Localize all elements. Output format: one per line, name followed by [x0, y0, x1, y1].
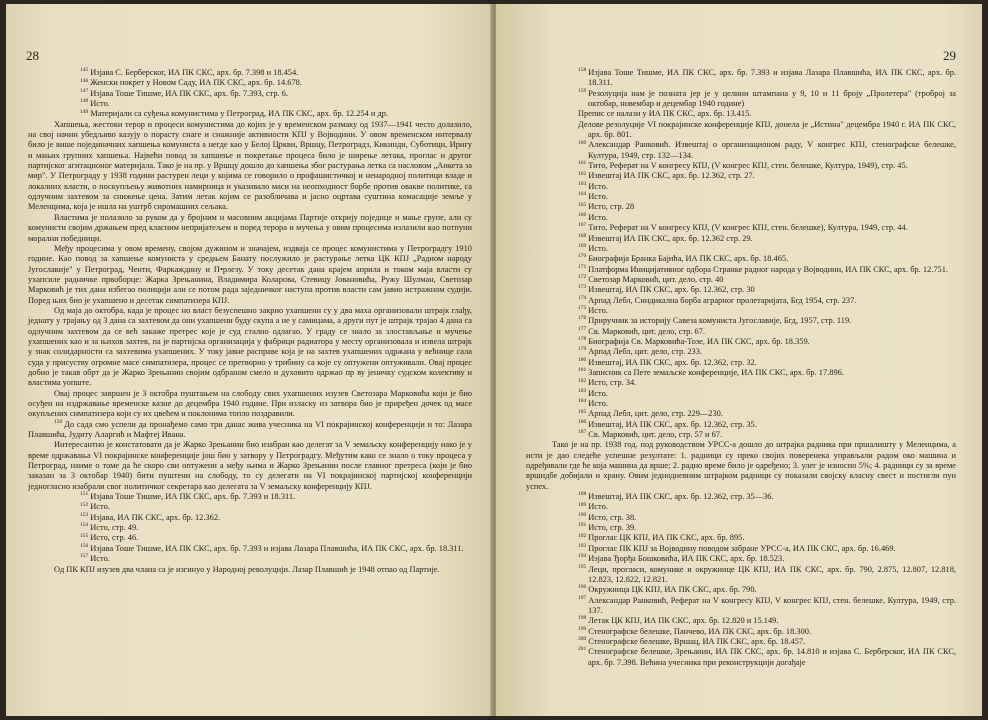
text: Исто.	[90, 502, 110, 512]
footnote	[28, 513, 472, 523]
footnote	[526, 347, 956, 357]
footnote-number: 185	[578, 408, 587, 415]
footnote-number: 156	[80, 543, 89, 550]
footnote	[28, 523, 472, 533]
footnote	[526, 316, 956, 326]
text: Извештај, ИА ПК СКС, арх. бр. 12.362, стр. 32.	[588, 357, 757, 367]
footnote	[526, 213, 956, 223]
footnote-number: 187	[578, 429, 587, 436]
footnote-number: 201	[578, 646, 587, 653]
text: Окружница ЦК КПЈ, ИА ПК СКС, арх. бр. 790.	[588, 585, 757, 595]
footnote	[526, 399, 956, 409]
footnote-number: 163	[578, 180, 587, 187]
text: Препис се налази у ИА ПК СКС, арх. бр. 13.415.	[578, 109, 752, 119]
footnote-number: 155	[80, 532, 89, 539]
text: Интересантно је констатовати да је Жарко Зрењанин био изабран као делегат за V земаљску конференцију иако је у време одржавања VI покрајинске конференције још био у затвору у Петроградгу. Међутим како се знало о току процеса у Петроград, наиме о томе да ће скоро сви оптужени а међу њима и Жарко Зрењанин после главног претреса (који је био заказан за 3 октобар 1940) бити пуштени на слободу, то су делегати на VI покрајинској партијској конференцији једногласно изабрали свог политичког секретара као делегата за V земаљску конференцију КПЈ.	[28, 440, 472, 491]
footnote-number: 154	[80, 522, 89, 529]
page-number: 28	[26, 48, 39, 63]
footnote-number: 200	[578, 636, 587, 643]
text: Изјава Ђорђа Бошковића, ИА ПК СКС, арх. бр. 18.523.	[588, 554, 785, 564]
text: Стенографске белешке, Вршац, ИА ПК СКС, арх. бр. 18.457.	[588, 636, 806, 646]
footnote	[526, 275, 956, 285]
text: Стенографске белешке, Зрењанин, ИА ПК СКС, арх. бр. 14.810 и изјава С. Берберског, ИА ПК СКС, арх. бр. 7.398. Већина учесника при реконструкцији догађаје	[588, 647, 956, 667]
book-spread	[6, 4, 982, 716]
footnote	[526, 296, 956, 306]
text: Извештај, ИА ПК СКС, арх. бр. 12.362, стр. 35.	[588, 419, 757, 429]
paragraph	[28, 565, 472, 575]
footnote	[526, 565, 956, 586]
text: Исто.	[588, 243, 608, 253]
footnote-number: 165	[578, 201, 587, 208]
footnote-number: 184	[578, 398, 587, 405]
footnote	[28, 544, 472, 554]
footnote-number: 164	[578, 191, 587, 198]
footnote-number: 176	[578, 315, 587, 322]
footnote-number: 145	[80, 67, 89, 74]
text: Записник са Пете земаљске конференције, ИА ПК СКС, арх. бр. 17.896.	[588, 367, 844, 377]
footnote-number: 197	[578, 594, 587, 601]
text: Исто, стр. 46.	[90, 533, 139, 543]
text: Изјава Тоше Тишме, ИА ПК СКС, арх. бр. 7.393 и 18.311.	[90, 492, 296, 502]
footnote	[526, 234, 956, 244]
footnote	[526, 627, 956, 637]
footnote-number: 196	[578, 584, 587, 591]
footnote	[28, 554, 472, 564]
footnote-number: 161	[578, 160, 587, 167]
footnote-number: 179	[578, 346, 587, 353]
text: Материјали са суђења комунистима у Петроград, ИА ПК СКС, арх. бр. 12.254 и др.	[90, 109, 388, 119]
footnote-number: 168	[578, 232, 587, 239]
text: Арпад Лебл, Синдикална борба аграрног пролетаријата, Бгд 1954, стр. 237.	[588, 295, 857, 305]
text: Извештај ИА ПК СКС, арх. бр. 12.362 стр. 29.	[588, 233, 753, 243]
footnote-number: 149	[80, 108, 89, 115]
footnote	[526, 596, 956, 617]
paragraph	[28, 244, 472, 306]
footnote-number: 158	[578, 67, 587, 74]
text: Стенографске белешке, Панчево, ИА ПК СКС, арх. бр. 18.300.	[588, 626, 812, 636]
footnote-number: 169	[578, 243, 587, 250]
text: Исто.	[588, 502, 608, 512]
text: Приручник за историју Савеза комуниста Југославије, Бгд, 1957, стр. 119.	[588, 316, 852, 326]
footnote	[28, 99, 472, 109]
text: Исто, стр. 39.	[588, 523, 637, 533]
footnote	[526, 89, 956, 110]
footnote-number: 151	[80, 491, 89, 498]
footnote	[526, 68, 956, 89]
footnote-number: 157	[80, 553, 89, 560]
text: Арпад Лебл, цит. дело, стр. 233.	[588, 347, 703, 357]
text: Изјава Тоше Тишме, ИА ПК СКС, арх. бр. 7.393, стр. 6.	[90, 88, 289, 98]
footnote-number: 177	[578, 325, 587, 332]
paragraph	[526, 440, 956, 492]
footnote	[526, 265, 956, 275]
footnote	[526, 140, 956, 161]
footnote	[28, 89, 472, 99]
text: Проглас ЦК КПЈ, ИА ПК СКС, арх. бр. 895.	[588, 533, 745, 543]
left-page-text	[28, 68, 472, 710]
text: Александар Ранковић, Реферат на V конгресу КПЈ, V конгрес КПЈ, стен. белешке, Култура, 1949, стр. 137.	[588, 595, 956, 615]
footnote	[526, 327, 956, 337]
text: Извештај ИА ПК СКС, арх. бр. 12.362, стр. 27.	[588, 171, 755, 181]
footnote	[526, 202, 956, 212]
footnote	[526, 616, 956, 626]
footnote-number: 181	[578, 367, 587, 374]
right-page	[496, 4, 982, 716]
text: Овај процес завршен је 3 октобра пуштањем на слободу свих ухапшених изузев Светозара Марковића који је био осуђен на издржавање временске казне до децембра 1940 године. При изласку из затвора био је приређен дочек од масе окупљених симпатизера који су их цвећем и поклонима топло поздравили.	[28, 388, 472, 419]
footnote-number: 150	[54, 418, 63, 425]
footnote-number: 172	[578, 274, 587, 281]
footnote	[526, 285, 956, 295]
text: Исто.	[588, 181, 608, 191]
text: Властима је полазило за руком да у бројним и масовним акцијама Партије открију поједнце и мање групе, али су комунисти својим држањем пред класним непријатељем и поред терора и мучења у овим процесима излазили као потпуни морални победници.	[28, 212, 472, 243]
footnote-number: 199	[578, 625, 587, 632]
text: Леци, прогласи, комунике и окружнице ЦК КПЈ, ИА ПК СКС, арх. бр. 790, 2.875, 12.807, 12.818, 12.823, 12.822, 12.821.	[588, 564, 956, 584]
text: Арпад Лебл, цит. дело, стр. 229—230.	[588, 409, 723, 419]
footnote-number: 174	[578, 294, 587, 301]
text: Изјава С. Берберског, ИА ПК СКС, арх. бр. 7.398 и 18.454.	[90, 68, 299, 77]
footnote	[526, 585, 956, 595]
text: До сада смо успели да пронађемо само три данас жива учесника на VI покрајинској конференцији и то: Лазара Плавшића, Јудиту Аларгић и Мафтеј Ивана.	[28, 419, 472, 440]
text: Резолуција нам је позната јер је у целини штампана у 9, 10 и 11 броју „Пролетера" (тробрoј за октобар, новембар и децембар 1940 године)	[588, 88, 956, 109]
footnote	[526, 109, 956, 119]
text: Исто.	[90, 554, 110, 564]
footnote-number: 195	[578, 563, 587, 570]
footnote	[526, 637, 956, 647]
footnote-number: 162	[578, 170, 587, 177]
text: Св. Марковић, цит. дело, стр. 57 и 67.	[588, 430, 723, 440]
footnote	[526, 244, 956, 254]
text: Александар Ранковић. Извештај о организационом раду, V конгрес КПЈ, стенографске белешке, Култура, 1949, стр. 132—134.	[588, 140, 956, 160]
footnote	[526, 192, 956, 202]
footnote	[526, 368, 956, 378]
footnote	[526, 502, 956, 512]
text: Исто, стр. 28	[588, 202, 635, 212]
text: Тито, Реферат на V конгресу КПЈ, (V конгрес КПЈ, стен. белешке), Култура, 1949, стр. 44.	[588, 223, 908, 233]
text: Платформа Иницијативног одбора Странке радног народа у Војводини, ИА ПК СКС, арх. бр. 12.751.	[588, 264, 948, 274]
footnote-number: 146	[80, 77, 89, 84]
footnote-number: 173	[578, 284, 587, 291]
paragraph	[28, 389, 472, 420]
text: Делове резолуције VI покрајинске конференције КПЈ, донела је „Истина" децембра 1940 г. ИА ПК СКС, арх. бр. 801.	[578, 119, 956, 140]
footnote	[526, 420, 956, 430]
footnote-number: 191	[578, 522, 587, 529]
paragraph	[28, 213, 472, 244]
text: Биографија Св. Марковића-Тозе, ИА ПК СКС, арх. бр. 18.359.	[588, 336, 810, 346]
text: Исто, стр. 38.	[588, 512, 637, 522]
footnote-number: 190	[578, 511, 587, 518]
text: Исто.	[588, 388, 608, 398]
footnote-number: 192	[578, 532, 587, 539]
footnote-number: 178	[578, 336, 587, 343]
text: Међу процесима у овом времену, својом дужином и значајем, издваја се процес комунистима у Петроградгу 1910 године. Као повод за хапшење комуниста у средњем Банату послужило је растурање летка ЦК КПЈ „Радном народу Југославије" у Петроград, Ченти, Фаркаждину и П•рлезу. У току десетак дана крајем априла и током маја власти су ухапсиле радничке првоборце: Жарка Зрењанина, Владимира Коларова, Стевицу Јовановића, Ружу Шулман, Светозар Марковић је тих дана избегао полицији али се потом рада заједничког наступа против власти сам јавио истражном судији. Поред њих био је ухапшено и десетак симпатизера КПЈ.	[28, 243, 472, 305]
footnote	[526, 182, 956, 192]
left-page	[6, 4, 492, 716]
footnote	[526, 544, 956, 554]
footnote	[526, 120, 956, 141]
right-page-text	[526, 68, 956, 710]
footnote	[526, 306, 956, 316]
footnote-number: 167	[578, 222, 587, 229]
text: Исто.	[588, 305, 608, 315]
footnote-number: 193	[578, 543, 587, 550]
footnote-number: 153	[80, 511, 89, 518]
text: Извештај, ИА ПК СКС, арх. бр. 12.362, стр. 35—36.	[588, 492, 774, 502]
footnote	[526, 492, 956, 502]
text: Исто.	[588, 212, 608, 222]
footnote	[526, 161, 956, 171]
footnote-number: 198	[578, 615, 587, 622]
text: Изјава Тоше Тишме, ИА ПК СКС, арх. бр. 7.393 и изјава Лазара Плавшића, ИА ПК СКС, арх. бр. 18.311.	[588, 68, 956, 88]
footnote-number: 159	[578, 87, 587, 94]
text: Хапшења, жестоки терор и процеси комунистима до којих је у временском размаку од 1937—1941 често долазило, на свој начин убедљиво казују о порасту снаге и снажније активности КПЈ у Војводини. У овом временском интервалу било је више појединачних хапшења комуниста а негде као у Белој Цркви, Вршцу, Петроградз, Кикинди, Суботици, Иригу и мањих групних хапшења. Највећи повод за хапшење и покретање процеса било је ширење летака, проглас и другог партијског агитационог материјала. Тако је на пр. у Вршцу дошло до хапшења због растурања летка са насловом „Анкета за мир". У Петрограду у 1938 години растурен леци у којима се говорило о профашистичкој и ненародној политици владе и локалних власти, о поскупљењу животних намирница и указивало маси на неопходност борбе против овакве политике, са одлучним захтевом за снижење цена. Затим летак којим се разобличава и јасно оцртава суштина комасације земље у Меленцима, која је ишла на уштрб сиромашних сељака.	[28, 119, 472, 212]
footnote-number: 175	[578, 305, 587, 312]
text: Исто.	[588, 399, 608, 408]
footnote	[526, 254, 956, 264]
footnote-number: 170	[578, 253, 587, 260]
footnote	[28, 533, 472, 543]
footnote-number: 183	[578, 387, 587, 394]
footnote	[526, 523, 956, 533]
text: Тито, Реферат на V конгресу КПЈ, (V конгрес КПЈ, стен. белешке, Култура, 1949), стр. 45.	[588, 161, 908, 171]
paragraph	[28, 440, 472, 492]
footnote	[526, 533, 956, 543]
text: Од маја до октобра, када је процес но власт безуспешно закрио ухапшени су у два маха организовали штрајк глађу, једнату у трајању од 3 дана са захтевом да они ухапшени буду скупа а не у самицама, а други пут је штрајк трајао 4 дана са одлучним захтевом да се већ закаже претрес које је суд стално одлагао. У граду се знало за злостављање и мучење ухапшених као и за њихов захтев, па је партијска организација у фабрици радиатора у месту организовала и извела штрајк у знак солидарности са захтевима ухапшених. У току јавне расправе која је на захтев ухапшених одржана у већнице сала суда у присуству огромне масе симпатизера, процес се претворио у трибину са које су оптужени оптуживали. Овај процес добио је такав обрт да је Жарко Зрењанин својим одбраном смело и духовито одржао пр ву јеничку судском колективу и властима уопште.	[28, 305, 472, 388]
text: Изјава, ИА ПК СКС, арх. бр. 12.362.	[90, 512, 221, 522]
text: Исто, стр. 34.	[588, 378, 637, 388]
footnote-number: 166	[578, 212, 587, 219]
footnote-number: 189	[578, 501, 587, 508]
footnote	[526, 378, 956, 388]
text: Изјава Тоше Тишме, ИА ПК СКС, арх. бр. 7.393 и изјава Лазара Плавшића, ИА ПК СКС, арх. бр. 18.311.	[90, 543, 464, 553]
text: Летак ЦК КПЈ, ИА ПК СКС, арх. бр. 12.820 и 15.149.	[588, 616, 779, 626]
footnote	[526, 389, 956, 399]
footnote-number: 182	[578, 377, 587, 384]
footnote-number: 171	[578, 263, 587, 270]
text: Од ПК КПЈ изузев два члана са је изгинуо у Народној револуцији. Лазар Плавшић је 1948 отпао од Партије.	[54, 564, 440, 574]
footnote	[526, 358, 956, 368]
footnote	[526, 223, 956, 233]
text: Биографија Бранка Бајића, ИА ПК СКС, арх. бр. 18.465.	[588, 254, 789, 264]
footnote	[28, 502, 472, 512]
text: Женски покрет у Новом Саду, ИА ПК СКС, арх. бр. 14.678.	[90, 78, 302, 88]
footnote	[526, 337, 956, 347]
text: Светозар Марковић, цит. дело, стр. 40	[588, 274, 724, 284]
footnote	[526, 513, 956, 523]
footnote	[526, 409, 956, 419]
footnote	[526, 171, 956, 181]
footnote	[526, 430, 956, 440]
text: Св. Марковић, цит. дело, стр. 67.	[588, 326, 706, 336]
footnote	[526, 554, 956, 564]
footnote-number: 180	[578, 356, 587, 363]
footnote	[28, 109, 472, 119]
text: Исто.	[90, 99, 110, 109]
text: Проглас ПК КПЈ за Војводину поводом забране УРСС-а, ИА ПК СКС, арх. бр. 16.469.	[588, 543, 896, 553]
footnote	[28, 68, 472, 78]
footnote	[526, 647, 956, 668]
footnote-number: 147	[80, 87, 89, 94]
page-number: 29	[943, 48, 956, 63]
footnote-number: 152	[80, 501, 89, 508]
paragraph	[28, 420, 472, 441]
footnote-number: 188	[578, 491, 587, 498]
text: Тако је на пр. 1938 год. под руководством УРСС-а дошло до штрајка радника при пршалишту у Меленцима, а исти је дао следеће успешне резултате: 1. радници су преко својих поверенека управљали радом око машина и одређивали где ће која машина да врше; 2. радно време било је одређено; 3. улег је износио 5%; 4. радници су за време вршидбе добијали и храну. Овим једнодневним штрајком радници су показали својску класну свест и постигли пун успех.	[526, 440, 956, 491]
text: Исто, стр. 49.	[90, 523, 139, 533]
footnote-number: 148	[80, 98, 89, 105]
footnote	[28, 78, 472, 88]
paragraph	[28, 306, 472, 389]
footnote-number: 160	[578, 139, 587, 146]
text: Извештај, ИА ПК СКС, арх. бр. 12.362, стр. 30	[588, 285, 755, 295]
footnote	[28, 492, 472, 502]
footnote-number: 194	[578, 553, 587, 560]
footnote-number: 186	[578, 418, 587, 425]
paragraph	[28, 120, 472, 213]
text: Исто.	[588, 192, 608, 202]
